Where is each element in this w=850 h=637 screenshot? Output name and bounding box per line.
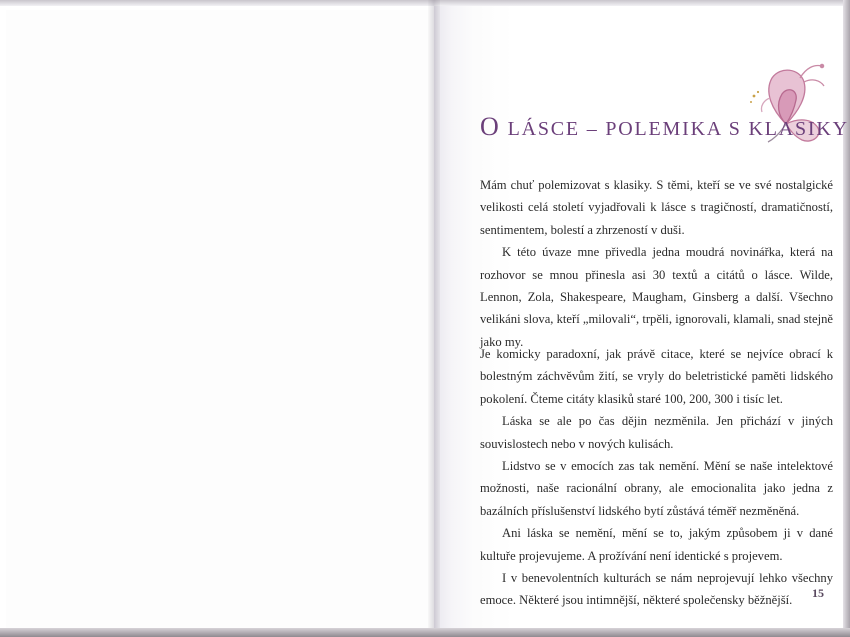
page-number: 15 bbox=[812, 586, 824, 600]
chapter-heading bbox=[480, 112, 849, 142]
heading-text: LÁSCE – POLEMIKA S KLASIKY bbox=[500, 118, 849, 140]
heading-initial: O bbox=[480, 112, 501, 141]
text-block-1 bbox=[480, 174, 833, 353]
book-right-edge bbox=[843, 0, 850, 637]
book-bottom-edge bbox=[0, 628, 850, 637]
text-block-2 bbox=[480, 343, 833, 612]
paragraph: Je komicky paradoxní, jak právě citace, které se nejvíce obrací k bolestným záchvěvům žití, se vryly do beletristické paměti lidského pokolení. Čteme citáty klasiků staré 100, 200, 300 i tisíc let. bbox=[480, 347, 833, 406]
left-page-blank bbox=[6, 10, 435, 630]
paragraph: Mám chuť polemizovat s klasiky. S těmi, kteří se ve své nostalgické velikosti celá století vyjadřovali k lásce s tragičností, dramatičností, sentimentem, bolestí a zhrzeností v duši. bbox=[480, 178, 833, 237]
paragraph: K této úvaze mne přivedla jedna moudrá novinářka, která na rozhovor se mnou přinesla asi 30 textů a citátů o lásce. Wilde, Lennon, Zola, Shakespeare, Maugham, Ginsberg a další. Všechno velikáni slova, kteří „milovali“, trpěli, ignorovali, klamali, snad stejně jako my. bbox=[480, 245, 833, 349]
paragraph: I v benevolentních kulturách se nám neprojevují lehko všechny emoce. Některé jsou intimnější, některé společensky běžnější. bbox=[480, 571, 833, 608]
paragraph: Lidstvo se v emocích zas tak nemění. Mění se naše intelektové možnosti, naše racionální obrany, ale emocionalita jako jedna z bazálních příslušenství lidského bytí zůstává téměř nezměněná. bbox=[480, 459, 833, 518]
paragraph: Ani láska se nemění, mění se to, jakým způsobem ji v dané kultuře projevujeme. A prožívání není identické s projevem. bbox=[480, 526, 833, 563]
book-gutter bbox=[428, 0, 440, 637]
paragraph: Láska se ale po čas dějin nezměnila. Jen přichází v jiných souvislostech nebo v nových kulisách. bbox=[480, 414, 833, 451]
